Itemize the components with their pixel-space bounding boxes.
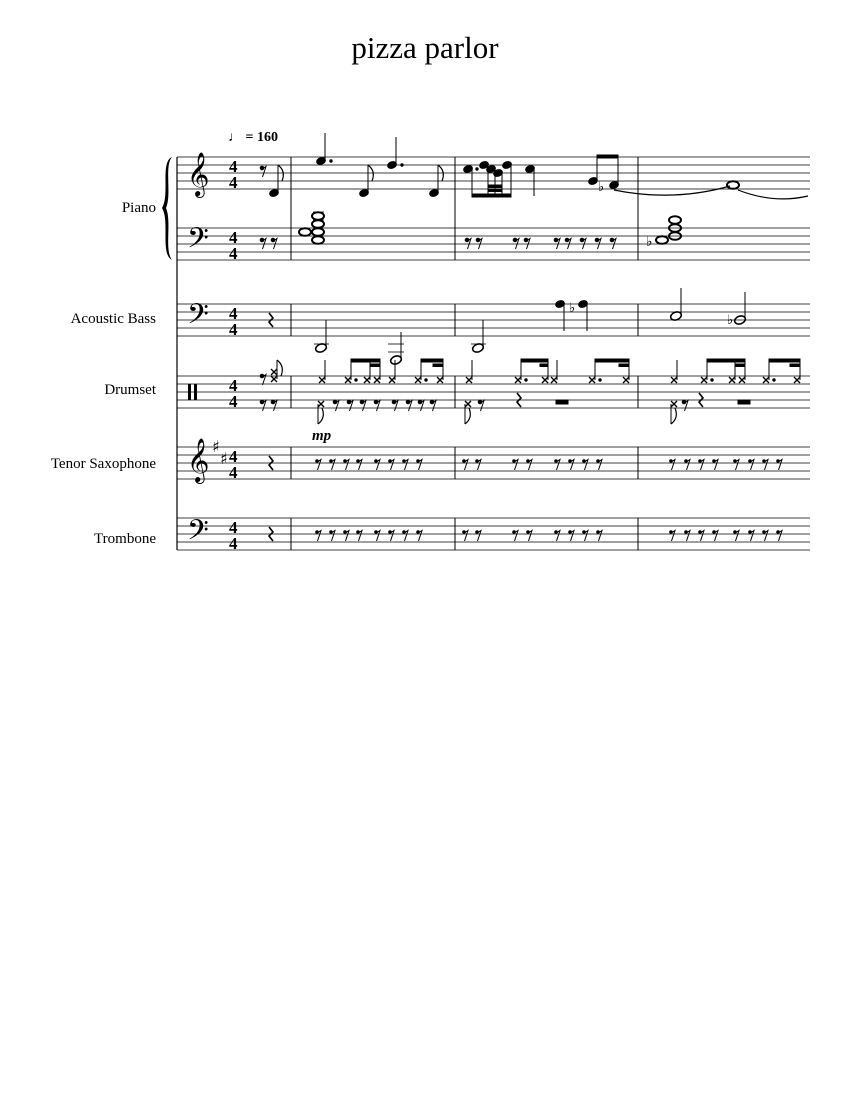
svg-text:♭: ♭ bbox=[569, 301, 576, 316]
svg-text:4: 4 bbox=[229, 534, 238, 553]
svg-text:♭: ♭ bbox=[727, 313, 734, 328]
treble-clef-icon: 𝄞 bbox=[187, 438, 210, 482]
svg-text:4: 4 bbox=[229, 244, 238, 263]
svg-text:4: 4 bbox=[229, 376, 238, 395]
instrument-label-trombone: Trombone bbox=[94, 531, 156, 547]
drum-notes bbox=[260, 359, 800, 424]
instrument-label-acoustic-bass: Acoustic Bass bbox=[70, 311, 156, 327]
time-signatures bbox=[229, 157, 238, 553]
svg-text:4: 4 bbox=[229, 392, 238, 411]
svg-text:4: 4 bbox=[229, 518, 238, 537]
svg-text:4: 4 bbox=[229, 157, 238, 176]
dynamic-marking: mp bbox=[312, 428, 332, 444]
svg-text:4: 4 bbox=[229, 447, 238, 466]
instrument-label-tenor-saxophone: Tenor Saxophone bbox=[50, 456, 156, 472]
bass-clef-icon: 𝄢 bbox=[187, 514, 209, 554]
barlines bbox=[291, 157, 638, 550]
piano-bass-staff bbox=[177, 228, 810, 260]
instrument-label-drumset: Drumset bbox=[104, 382, 156, 398]
acoustic-bass-notes bbox=[269, 288, 746, 365]
treble-clef-icon: 𝄞 bbox=[187, 152, 210, 196]
svg-text:4: 4 bbox=[229, 304, 238, 323]
tempo-value: = 160 bbox=[245, 130, 278, 145]
instrument-label-piano: Piano bbox=[121, 200, 156, 216]
piano-brace bbox=[162, 157, 172, 260]
svg-text:4: 4 bbox=[229, 228, 238, 247]
bass-clef-icon: 𝄢 bbox=[187, 298, 209, 338]
svg-text:♭: ♭ bbox=[646, 234, 653, 250]
svg-text:4: 4 bbox=[229, 320, 238, 339]
svg-text:♯: ♯ bbox=[212, 437, 220, 456]
svg-text:4: 4 bbox=[229, 173, 238, 192]
bass-clef-icon: 𝄢 bbox=[187, 222, 209, 262]
quarter-note-icon: ♩ bbox=[228, 130, 242, 145]
score-title: pizza parlor bbox=[351, 30, 499, 65]
svg-text:♯: ♯ bbox=[220, 449, 228, 468]
svg-text:4: 4 bbox=[229, 463, 238, 482]
svg-text:♭: ♭ bbox=[598, 180, 605, 195]
